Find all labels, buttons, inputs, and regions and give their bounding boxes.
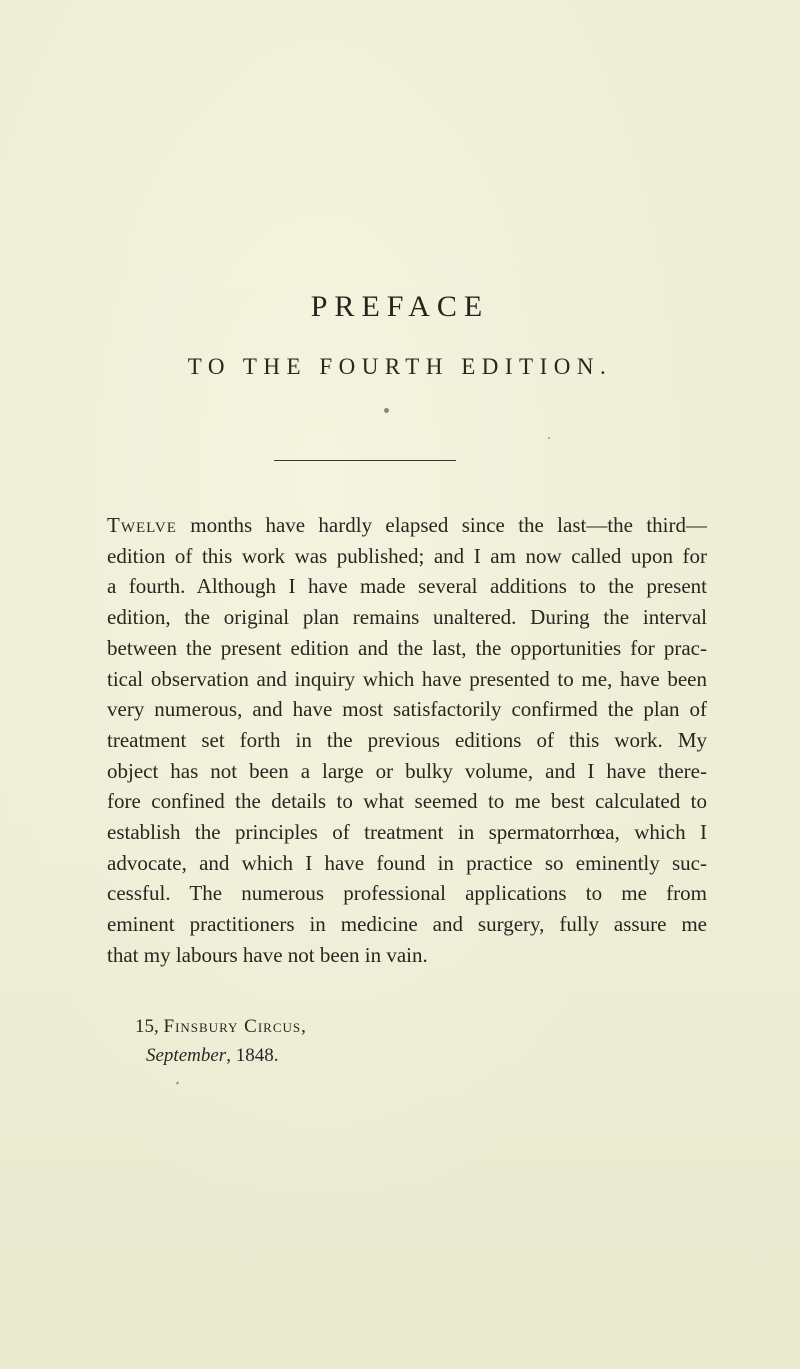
paragraph-line: establish the principles of treatment in spermatorrhœa, which I — [107, 820, 707, 845]
address-place: Finsbury Circus, — [163, 1016, 307, 1037]
page-subtitle: TO THE FOURTH EDITION. — [187, 354, 613, 379]
paper-speck — [176, 1081, 180, 1084]
paragraph-line: object has not been a large or bulky volume, and I have there- — [107, 758, 707, 783]
paragraph-line: that my labours have not been in vain. — [107, 942, 428, 967]
paragraph-line: between the present edition and the last, the opportunities for prac- — [107, 635, 707, 660]
paragraph-line: edition of this work was published; and I am now called upon for — [107, 543, 707, 568]
paragraph-line: treatment set forth in the previous editions of this work. My — [107, 727, 707, 752]
address-number: 15, — [135, 1016, 159, 1037]
paragraph-line: a fourth. Although I have made several additions to the present — [107, 574, 707, 599]
preface-paragraph — [107, 510, 707, 971]
signature-date — [135, 1041, 307, 1070]
page-title: PREFACE — [310, 290, 490, 323]
paragraph-line: fore confined the details to what seemed to me best calculated to — [107, 789, 707, 814]
paper-speck — [548, 437, 550, 439]
signature-block — [135, 1012, 307, 1070]
date-month: September — [146, 1045, 227, 1066]
signature-address — [135, 1012, 307, 1041]
paragraph-line: cessful. The numerous professional applications to me from — [107, 881, 707, 906]
date-year: , 1848. — [226, 1045, 279, 1066]
ornament-dot — [384, 408, 389, 413]
paragraph-line — [107, 510, 707, 541]
paragraph-line: eminent practitioners in medicine and surgery, fully assure me — [107, 912, 707, 937]
paragraph-line: very numerous, and have most satisfactorily confirmed the plan of — [107, 697, 707, 722]
paragraph-line: edition, the original plan remains unaltered. During the interval — [107, 605, 707, 630]
paragraph-line: advocate, and which I have found in practice so eminently suc- — [107, 850, 707, 875]
divider-rule — [274, 460, 456, 461]
paragraph-line: tical observation and inquiry which have presented to me, have been — [107, 666, 707, 691]
drop-word: Twelve — [107, 513, 177, 537]
paragraph-line-text: months have hardly elapsed since the last—the third— — [176, 513, 707, 537]
